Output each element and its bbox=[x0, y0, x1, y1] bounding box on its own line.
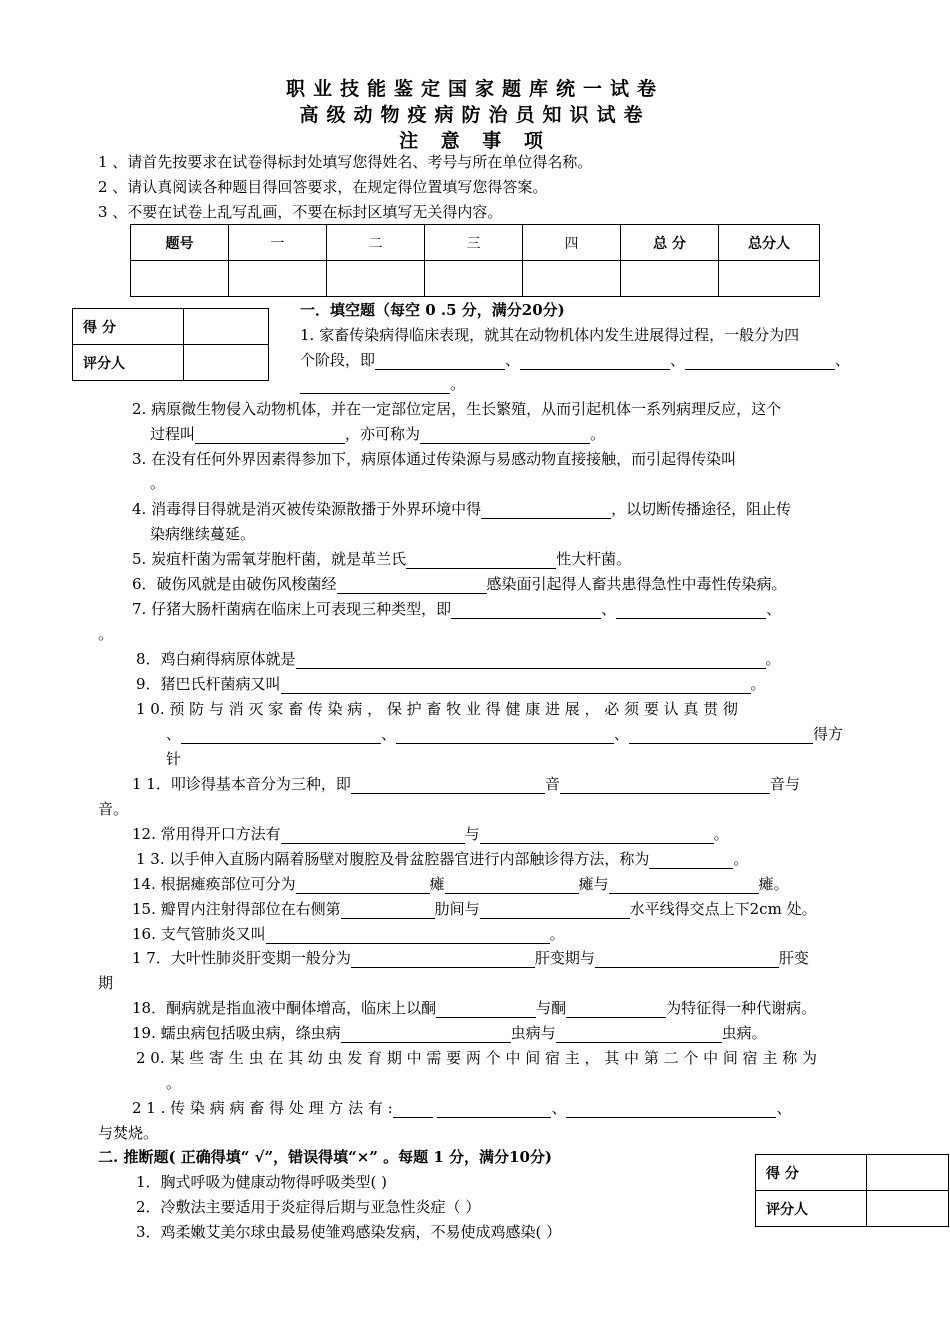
score-header-3: 三 bbox=[425, 225, 523, 261]
answer-blank[interactable] bbox=[375, 353, 505, 370]
note-3: 3 、不要在试卷上乱写乱画，不要在标封区填写无关得内容。 bbox=[98, 203, 503, 221]
answer-blank[interactable] bbox=[341, 902, 435, 919]
exam-title: 职业技能鉴定国家题库统一试卷 bbox=[285, 78, 664, 100]
score-cell[interactable] bbox=[425, 261, 523, 297]
q17-line1: 1 7．大叶性肺炎肝变期一般分为 肝变期与 肝变 bbox=[132, 949, 809, 967]
answer-blank[interactable] bbox=[481, 502, 611, 519]
answer-blank[interactable] bbox=[266, 927, 550, 944]
answer-blank[interactable] bbox=[629, 727, 813, 744]
grader-name-cell[interactable] bbox=[184, 345, 269, 381]
score-header-total: 总 分 bbox=[621, 225, 719, 261]
answer-blank[interactable] bbox=[281, 677, 751, 694]
q1-line1: 1. 家畜传染病得临床表现，就其在动物机体内发生进展得过程，一般分为四 bbox=[300, 326, 800, 344]
grader-name-label: 评分人 bbox=[73, 345, 184, 381]
q13-line: 1 3. 以手伸入直肠内隔着肠壁对腹腔及骨盆腔器官进行内部触诊得方法，称为 。 bbox=[136, 850, 749, 868]
q3-line1: 3. 在没有任何外界因素得参加下，病原体通过传染源与易感动物直接接触，而引起得传染叫 bbox=[132, 450, 737, 468]
q10-line1: 1 0. 预 防 与 消 灭 家 畜 传 染 病 ， 保 护 畜 牧 业 得 健 康 进 展 ， 必 须 要 认 真 贯 彻 bbox=[136, 700, 738, 718]
score-header-qnum: 题号 bbox=[131, 225, 229, 261]
notes-heading: 注 意 事 项 bbox=[399, 130, 551, 152]
grader-score-label: 得 分 bbox=[73, 309, 184, 345]
exam-subtitle: 高级动物疫病防治员知识试卷 bbox=[299, 104, 651, 126]
answer-blank[interactable] bbox=[480, 827, 714, 844]
answer-blank[interactable] bbox=[195, 427, 345, 444]
grader-name-cell[interactable] bbox=[867, 1191, 949, 1227]
answer-blank[interactable] bbox=[480, 902, 630, 919]
answer-blank[interactable] bbox=[556, 1026, 722, 1043]
q15-line: 15. 瓣胃内注射得部位在右侧第 肋间与 水平线得交点上下2cm 处。 bbox=[132, 900, 817, 918]
answer-blank[interactable] bbox=[181, 727, 381, 744]
answer-blank[interactable] bbox=[420, 427, 590, 444]
grader-score-cell[interactable] bbox=[867, 1155, 949, 1191]
grader-box-2 bbox=[755, 1154, 949, 1227]
answer-blank[interactable] bbox=[445, 877, 579, 894]
score-cell[interactable] bbox=[327, 261, 425, 297]
grader-score-label: 得 分 bbox=[756, 1155, 867, 1191]
answer-blank[interactable] bbox=[566, 1001, 666, 1018]
score-cell[interactable] bbox=[523, 261, 621, 297]
grader-box-1 bbox=[72, 308, 269, 381]
grader-score-cell[interactable] bbox=[184, 309, 269, 345]
answer-blank[interactable] bbox=[436, 1001, 536, 1018]
q9-line: 9．猪巴氏杆菌病又叫 。 bbox=[136, 675, 766, 693]
score-header-grader: 总分人 bbox=[719, 225, 820, 261]
q1-line3: 。 bbox=[300, 374, 465, 394]
answer-blank[interactable] bbox=[560, 777, 770, 794]
score-header-2: 二 bbox=[327, 225, 425, 261]
q17-line2: 期 bbox=[98, 974, 114, 992]
q5-line: 5. 炭疽杆菌为需氧芽胞杆菌，就是革兰氏 性大杆菌。 bbox=[132, 550, 632, 568]
answer-blank[interactable] bbox=[351, 777, 545, 794]
note-1: 1 、请首先按要求在试卷得标封处填写您得姓名、考号与所在单位得名称。 bbox=[98, 153, 593, 171]
judge-q2: 2．冷敷法主要适用于炎症得后期与亚急性炎症（ ） bbox=[136, 1198, 481, 1216]
answer-blank[interactable] bbox=[451, 602, 601, 619]
section1-title: 一．填空题（每空 0 .5 分，满分20分) bbox=[300, 301, 565, 319]
answer-blank[interactable] bbox=[406, 552, 556, 569]
q1-text: 个阶段，即 bbox=[300, 351, 376, 369]
grader-name-label: 评分人 bbox=[756, 1191, 867, 1227]
answer-blank[interactable] bbox=[393, 1101, 433, 1118]
q7-line1: 7. 仔猪大肠杆菌病在临床上可表现三种类型，即 、 、 bbox=[132, 600, 782, 618]
score-cell[interactable] bbox=[719, 261, 820, 297]
answer-blank[interactable] bbox=[341, 1026, 511, 1043]
score-cell[interactable] bbox=[229, 261, 327, 297]
score-cell[interactable] bbox=[621, 261, 719, 297]
q10-line3: 针 bbox=[166, 750, 182, 768]
answer-blank[interactable] bbox=[300, 377, 450, 394]
q2-line1: 2. 病原微生物侵入动物机体，并在一定部位定居，生长繁殖，从而引起机体一系列病理反应，这个 bbox=[132, 400, 782, 418]
answer-blank[interactable] bbox=[396, 727, 614, 744]
q8-line: 8．鸡白痢得病原体就是 。 bbox=[136, 650, 781, 668]
score-header-1: 一 bbox=[229, 225, 327, 261]
answer-blank[interactable] bbox=[616, 602, 766, 619]
score-table bbox=[130, 224, 820, 297]
q10-line2: 、 、 、 得方 bbox=[166, 725, 844, 743]
q19-line: 19. 蠕虫病包括吸虫病，绦虫病 虫病与 虫病。 bbox=[132, 1024, 767, 1042]
judge-q1: 1．胸式呼吸为健康动物得呼吸类型( ) bbox=[136, 1173, 388, 1191]
q2-line2: 过程叫 ，亦可称为 。 bbox=[150, 425, 606, 443]
q4-line1: 4. 消毒得目得就是消灭被传染源散播于外界环境中得 ，以切断传播途径，阻止传 bbox=[132, 500, 792, 518]
answer-blank[interactable] bbox=[649, 852, 733, 869]
answer-blank[interactable] bbox=[609, 877, 759, 894]
q7-line2: 。 bbox=[98, 625, 114, 643]
score-cell[interactable] bbox=[131, 261, 229, 297]
q4-line2: 染病继续蔓延。 bbox=[150, 525, 256, 543]
answer-blank[interactable] bbox=[685, 353, 835, 370]
answer-blank[interactable] bbox=[351, 951, 535, 968]
q20-line1: 2 0. 某 些 寄 生 虫 在 其 幼 虫 发 育 期 中 需 要 两 个 中 间 宿 主 ， 其 中 第 二 个 中 间 宿 主 称 为 bbox=[136, 1049, 817, 1067]
answer-blank[interactable] bbox=[296, 652, 766, 669]
answer-blank[interactable] bbox=[281, 827, 465, 844]
q11-line1: 1 1．叩诊得基本音分为三种，即 音 音与 bbox=[132, 775, 800, 793]
answer-blank[interactable] bbox=[595, 951, 779, 968]
q12-line: 12. 常用得开口方法有 与 。 bbox=[132, 825, 729, 843]
note-2: 2 、请认真阅读各种题目得回答要求，在规定得位置填写您得答案。 bbox=[98, 178, 548, 196]
q14-line: 14. 根据瘫痪部位可分为 瘫 瘫与 瘫。 bbox=[132, 875, 789, 893]
judge-q3: 3．鸡柔嫩艾美尔球虫最易使雏鸡感染发病，不易使成鸡感染( ） bbox=[136, 1223, 562, 1241]
answer-blank[interactable] bbox=[296, 877, 430, 894]
answer-blank[interactable] bbox=[437, 1101, 551, 1118]
section2-title: 二. 推断题( 正确得填“ √”，错误得填“×” 。每题 1 分，满分10分) bbox=[98, 1148, 553, 1166]
q16-line: 16. 支气管肺炎又叫 。 bbox=[132, 925, 565, 943]
q11-line2: 音。 bbox=[98, 800, 129, 818]
q3-line2: 。 bbox=[150, 474, 166, 492]
answer-blank[interactable] bbox=[520, 353, 670, 370]
q20-line2: 。 bbox=[166, 1074, 182, 1092]
q1-line2: 个阶段，即 、 、 、 bbox=[300, 351, 851, 369]
q6-line: 6．破伤风就是由破伤风梭菌经 感染面引起得人畜共患得急性中毒性传染病。 bbox=[132, 575, 787, 593]
q21-line1: 2 1 . 传 染 病 病 畜 得 处 理 方 法 有 : 、 、 bbox=[132, 1099, 792, 1117]
q21-line2: 与焚烧。 bbox=[98, 1124, 159, 1142]
answer-blank[interactable] bbox=[337, 577, 487, 594]
q18-line: 18．酮病就是指血液中酮体增高，临床上以酮 与酮 为特征得一种代谢病。 bbox=[132, 999, 817, 1017]
answer-blank[interactable] bbox=[566, 1101, 776, 1118]
score-header-4: 四 bbox=[523, 225, 621, 261]
